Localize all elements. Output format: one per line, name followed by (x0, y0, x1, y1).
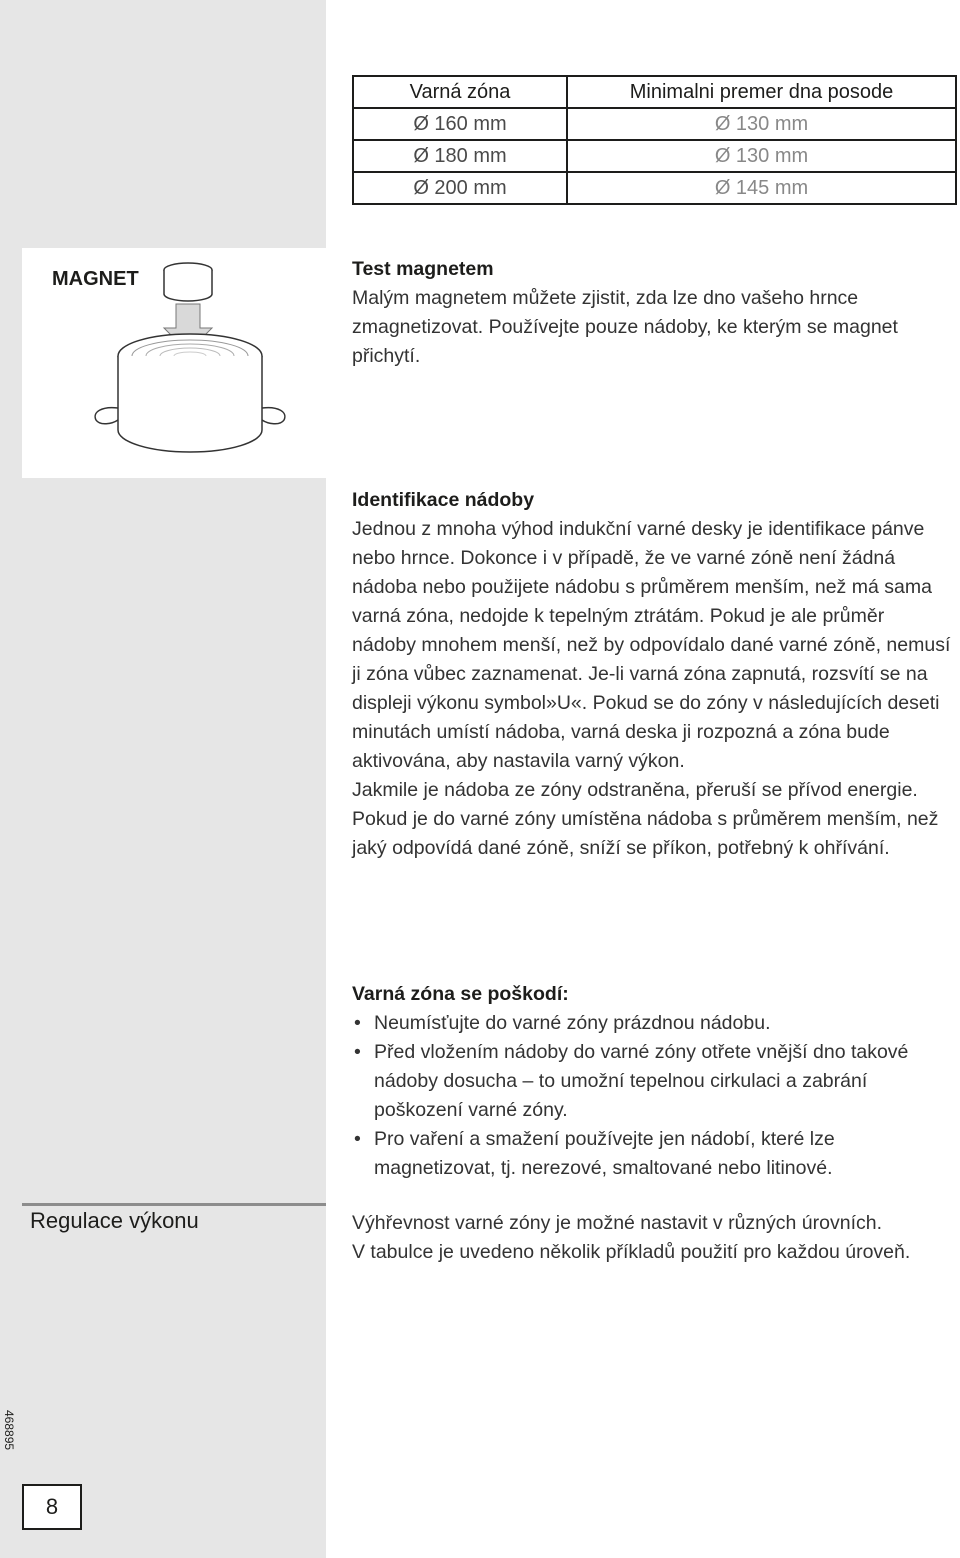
identification-paragraph-2: Jakmile je nádoba ze zóny odstraněna, přeruší se přívod energie. Pokud je do varné zóny umístěna nádoba s průměrem menším, než jaký odpovídá dané zóně, sníží se příkon, potřebný k ohřívání. (352, 779, 939, 859)
table-header-row (353, 76, 956, 108)
identification-paragraph-1: Jednou z mnoha výhod indukční varné desky je identifikace pánve nebo hrnce. Dokonce i v případě, že ve varné zóně není žádná nádoba nebo použijete nádobu s průměrem menším, než má sama varná zóna, nedojde k tepelným ztrátám. Pokud je ale průměr nádoby mnohem menší, než by odpovídalo dané varné zóně, nemusí ji zóna vůbec zaznamenat. Je-li varná zóna zapnutá, rozsvítí se na displeji výkonu symbol»U«. Pokud se do zóny v následujících deseti minutách umístí nádoba, varná deska ji rozpozná a zóna bude aktivována, aby nastavila varný výkon. (352, 518, 951, 772)
table-header-zone: Varná zóna (353, 76, 567, 108)
identification-heading: Identifikace nádoby (352, 489, 535, 511)
table-cell-zone: Ø 180 mm (353, 140, 567, 172)
damage-list (352, 1009, 952, 1183)
damage-heading: Varná zóna se poškodí: (352, 983, 569, 1005)
zone-diameter-table (352, 75, 957, 205)
list-item: • Neumísťujte do varné zóny prázdnou nádobu. (352, 1009, 952, 1038)
damage-section (352, 980, 952, 1183)
table-cell-min-diameter: Ø 130 mm (567, 108, 956, 140)
section-title: Regulace výkonu (30, 1208, 199, 1233)
left-sidebar (0, 0, 326, 1558)
magnet-pot-icon (22, 248, 326, 478)
document-id: 468895 (2, 1410, 16, 1451)
table-row (353, 108, 956, 140)
magnet-illustration (22, 248, 326, 478)
table-cell-min-diameter: Ø 145 mm (567, 172, 956, 204)
table-cell-zone: Ø 160 mm (353, 108, 567, 140)
list-item: • Před vložením nádoby do varné zóny otřete vnější dno takové nádoby dosucha – to umožní tepelnou cirkulaci a zabrání poškození varné zóny. (352, 1038, 952, 1125)
magnet-label: MAGNET (52, 268, 139, 290)
table-header-min-diameter: Minimalni premer dna posode (567, 76, 956, 108)
table-row (353, 140, 956, 172)
magnet-test-text: Malým magnetem můžete zjistit, zda lze dno vašeho hrnce zmagnetizovat. Používejte pouze nádoby, ke kterým se magnet přichytí. (352, 287, 898, 367)
table-row (353, 172, 956, 204)
power-regulation-section (352, 1209, 952, 1267)
table-cell-min-diameter: Ø 130 mm (567, 140, 956, 172)
magnet-test-section (352, 255, 952, 371)
identification-section (352, 486, 952, 863)
list-item: • Pro vaření a smažení používejte jen nádobí, které lze magnetizovat, tj. nerezové, smaltované nebo litinové. (352, 1125, 952, 1183)
section-divider (22, 1203, 326, 1206)
magnet-test-heading: Test magnetem (352, 258, 494, 280)
page-number: 8 (22, 1484, 82, 1530)
document-id-wrap (0, 1410, 20, 1470)
table-cell-zone: Ø 200 mm (353, 172, 567, 204)
power-regulation-paragraph-2: V tabulce je uvedeno několik příkladů použití pro každou úroveň. (352, 1241, 911, 1263)
power-regulation-paragraph-1: Výhřevnost varné zóny je možné nastavit v různých úrovních. (352, 1212, 883, 1234)
